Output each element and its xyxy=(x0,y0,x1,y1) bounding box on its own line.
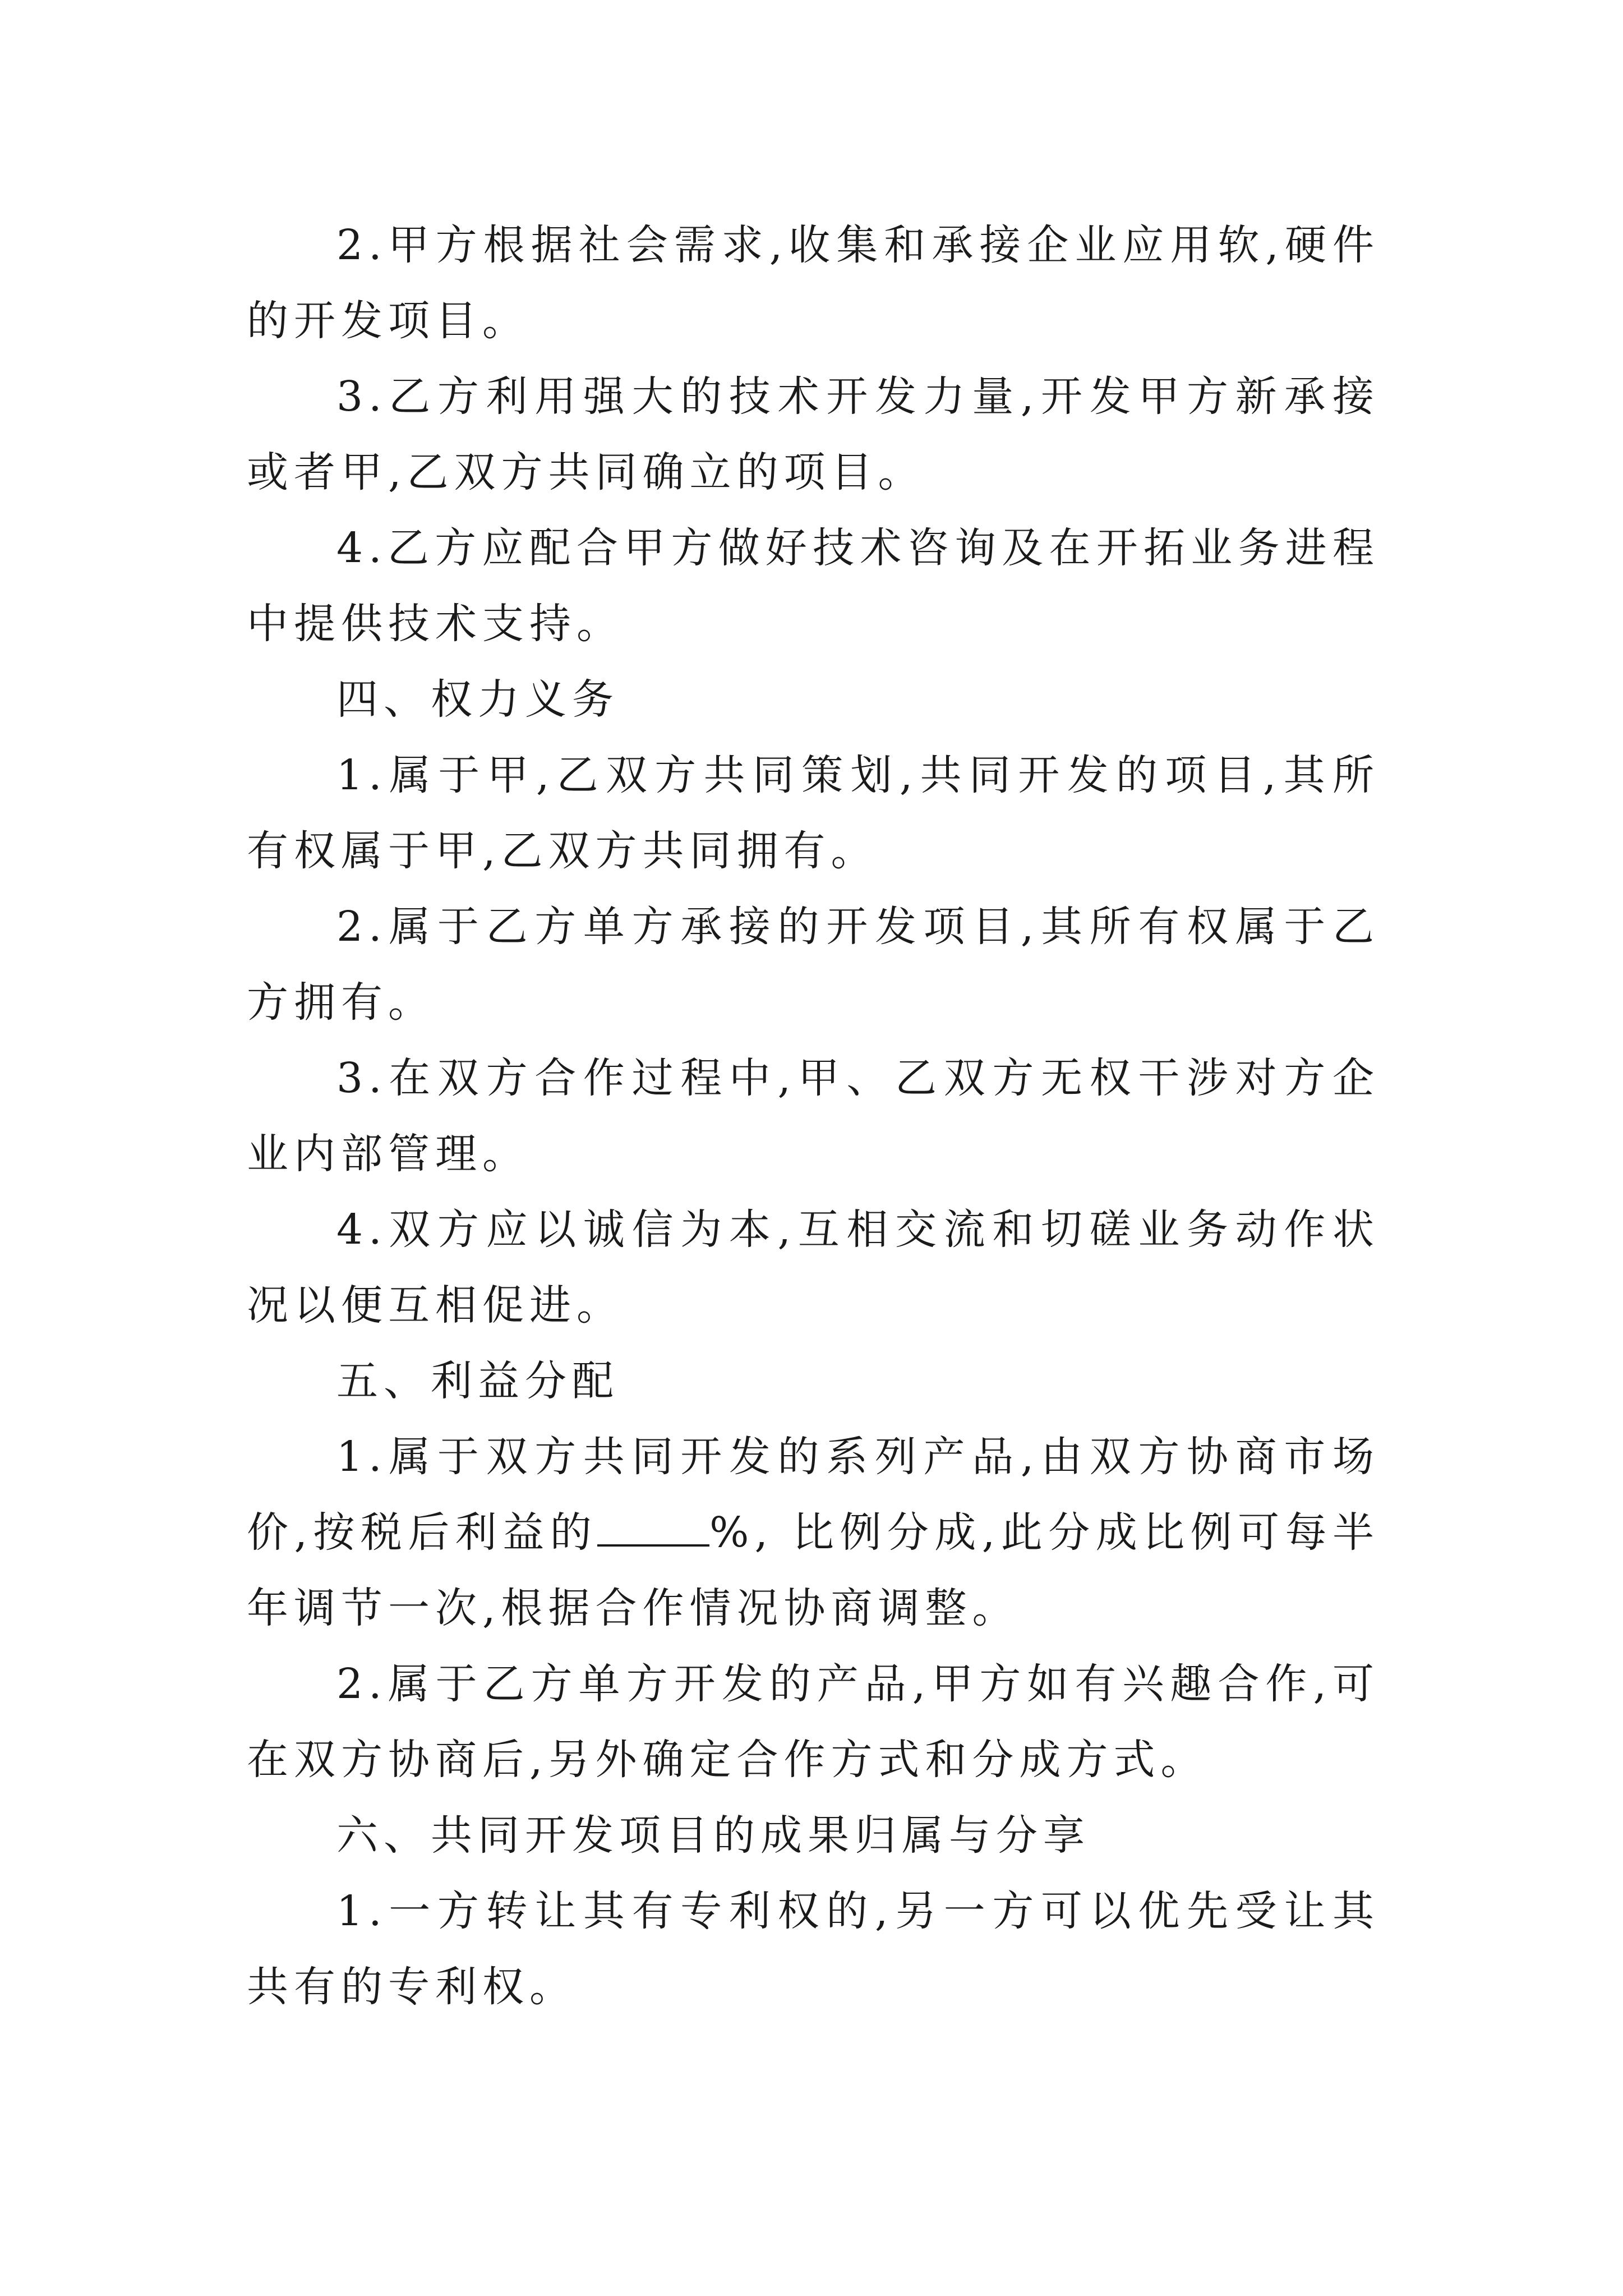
section-heading-profit-distribution: 五、利益分配 xyxy=(336,1357,619,1405)
clause-4-item-4: 4.双方应以诚信为本,互相交流和切磋业务动作状况以便互相促进。 xyxy=(247,1205,1380,1329)
section-heading-rights-obligations: 四、权力义务 xyxy=(336,675,619,724)
section-heading-results-ownership: 六、共同开发项目的成果归属与分享 xyxy=(336,1811,1090,1860)
clause-4-item-1: 1.属于甲,乙双方共同策划,共同开发的项目,其所有权属于甲,乙双方共同拥有。 xyxy=(247,751,1380,875)
percentage-blank-line xyxy=(597,1511,709,1547)
clause-6-item-1: 1.一方转让其有专利权的,另一方可以优先受让其共有的专利权。 xyxy=(247,1887,1380,2011)
clause-5-item-1 xyxy=(247,1419,1380,1646)
clause-5-item-1-before: 1.属于双方共同开发的系列产品,由双方协商市场价,按税后利益的 xyxy=(247,1433,1380,1557)
clause-5-item-1-after: %, 比例分成,此分成比例可每半年调节一次,根据合作情况协商调整。 xyxy=(247,1508,1380,1632)
clause-5-item-2: 2.属于乙方单方开发的产品,甲方如有兴趣合作,可在双方协商后,另外确定合作方式和分成方式。 xyxy=(247,1660,1380,1784)
clause-4-item-2: 2.属于乙方单方承接的开发项目,其所有权属于乙方拥有。 xyxy=(247,903,1380,1027)
clause-3-item-2: 2.甲方根据社会需求,收集和承接企业应用软,硬件的开发项目。 xyxy=(247,221,1380,345)
clause-3-item-4: 4.乙方应配合甲方做好技术咨询及在开拓业务进程中提供技术支持。 xyxy=(247,524,1380,648)
clause-4-item-3: 3.在双方合作过程中,甲、乙双方无权干涉对方企业内部管理。 xyxy=(247,1054,1380,1178)
clause-3-item-3: 3.乙方利用强大的技术开发力量,开发甲方新承接或者甲,乙双方共同确立的项目。 xyxy=(247,372,1380,496)
document-body xyxy=(247,208,1380,2025)
